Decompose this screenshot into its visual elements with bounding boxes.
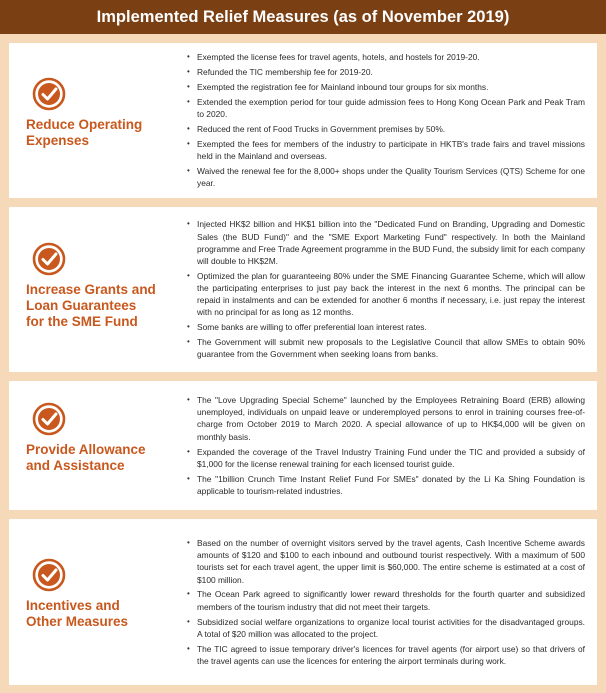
list-item: • The Ocean Park agreed to significantly lower reward thresholds for the fourth quarter and subsidized members of the tourism industry that did not meet their targets.: [187, 588, 585, 612]
list-item: • Waived the renewal fee for the 8,000+ shops under the Quality Tourism Services (QTS) Scheme for one year.: [187, 165, 585, 189]
section-heading: Increase Grants and Loan Guarantees for the SME Fund: [26, 281, 156, 329]
section-increase-grants: [9, 207, 597, 372]
list-item: • Injected HK$2 billion and HK$1 billion into the "Dedicated Fund on Branding, Upgrading and Domestic Sales (the BUD Fund)" and the "SME Export Marketing Fund" respectively. In both the Mainland programme and Free Trade Agreement programme in the BUD Fund, the subsidy limit for each company will double to HK$2M.: [187, 218, 585, 267]
section-items: [187, 519, 585, 685]
list-item: • Based on the number of overnight visitors served by the travel agents, Cash Incentive Scheme awards amounts of $120 and $100 to each inbound and outbound tourist respectively. With a maximum of 500 tourists set for each travel agent, the upper limit is $60,000. The entire scheme is estimated at a cost of $100 million.: [187, 537, 585, 586]
check-badge-icon: [32, 242, 66, 276]
list-item: • Refunded the TIC membership fee for 2019-20.: [187, 66, 585, 78]
section-heading: Reduce Operating Expenses: [26, 116, 143, 148]
check-badge-icon: [32, 558, 66, 592]
section-items: [187, 381, 585, 510]
section-label-area: [9, 43, 179, 198]
list-item: • The TIC agreed to issue temporary driver's licences for travel agents (for airport use) so that drivers of the travel agents can use the licences for entering the airport terminals during work.: [187, 643, 585, 667]
list-item: • Exempted the registration fee for Mainland inbound tour groups for six months.: [187, 81, 585, 93]
list-item: • Exempted the license fees for travel agents, hotels, and hostels for 2019-20.: [187, 51, 585, 63]
section-reduce-operating-expenses: [9, 43, 597, 198]
list-item: • Expanded the coverage of the Travel Industry Training Fund under the TIC and provided a subsidy of $1,000 for the license renewal training for each licensed tourist guide.: [187, 446, 585, 470]
section-items: [187, 207, 585, 372]
title-bar: [0, 0, 606, 34]
list-item: • Optimized the plan for guaranteeing 80% under the SME Financing Guarantee Scheme, which will allow the participating enterprises to just pay back the interest in the next 6 months. The principal can be repaid in instalments and can be extended for another 6 months if necessary, i.e. just repay the interest with no principal for as long as 12 months.: [187, 270, 585, 319]
section-incentives: [9, 519, 597, 685]
list-item: • The "Love Upgrading Special Scheme" launched by the Employees Retraining Board (ERB) allowing unemployed, individuals on unpaid leave or underemployed persons to enrol in training courses free-of-charge from October 2019 to March 2020. A special allowance of up to HK$4,000 will be given on monthly basis.: [187, 394, 585, 443]
section-label-area: [9, 207, 179, 372]
list-item: • Some banks are willing to offer preferential loan interest rates.: [187, 321, 585, 333]
section-provide-allowance: [9, 381, 597, 510]
section-heading: Incentives and Other Measures: [26, 598, 129, 629]
section-label-area: [9, 519, 179, 685]
list-item: • Reduced the rent of Food Trucks in Government premises by 50%.: [187, 123, 585, 135]
check-badge-icon: [32, 402, 66, 436]
list-item: • The Government will submit new proposals to the Legislative Council that allow SMEs to obtain 90% guarantee from the Government when seeking loans from banks.: [187, 336, 585, 360]
page-title: Implemented Relief Measures (as of November 2019): [96, 7, 510, 26]
section-label-area: [9, 381, 179, 510]
check-badge-icon: [32, 77, 66, 111]
list-item: • The "1billion Crunch Time Instant Relief Fund For SMEs" donated by the Li Ka Shing Foundation is applicable to tourism-related industries.: [187, 473, 585, 497]
list-item: • Extended the exemption period for tour guide admission fees to Hong Kong Ocean Park and Peak Tram to 2020.: [187, 96, 585, 120]
section-items: [187, 43, 585, 198]
list-item: • Subsidized social welfare organizations to organize local tourist activities for the disadvantaged groups. A total of $20 million was allocated to the project.: [187, 616, 585, 640]
section-heading: Provide Allowance and Assistance: [26, 441, 146, 473]
list-item: • Exempted the fees for members of the industry to participate in HKTB's trade fairs and travel missions held in the Mainland and overseas.: [187, 138, 585, 162]
